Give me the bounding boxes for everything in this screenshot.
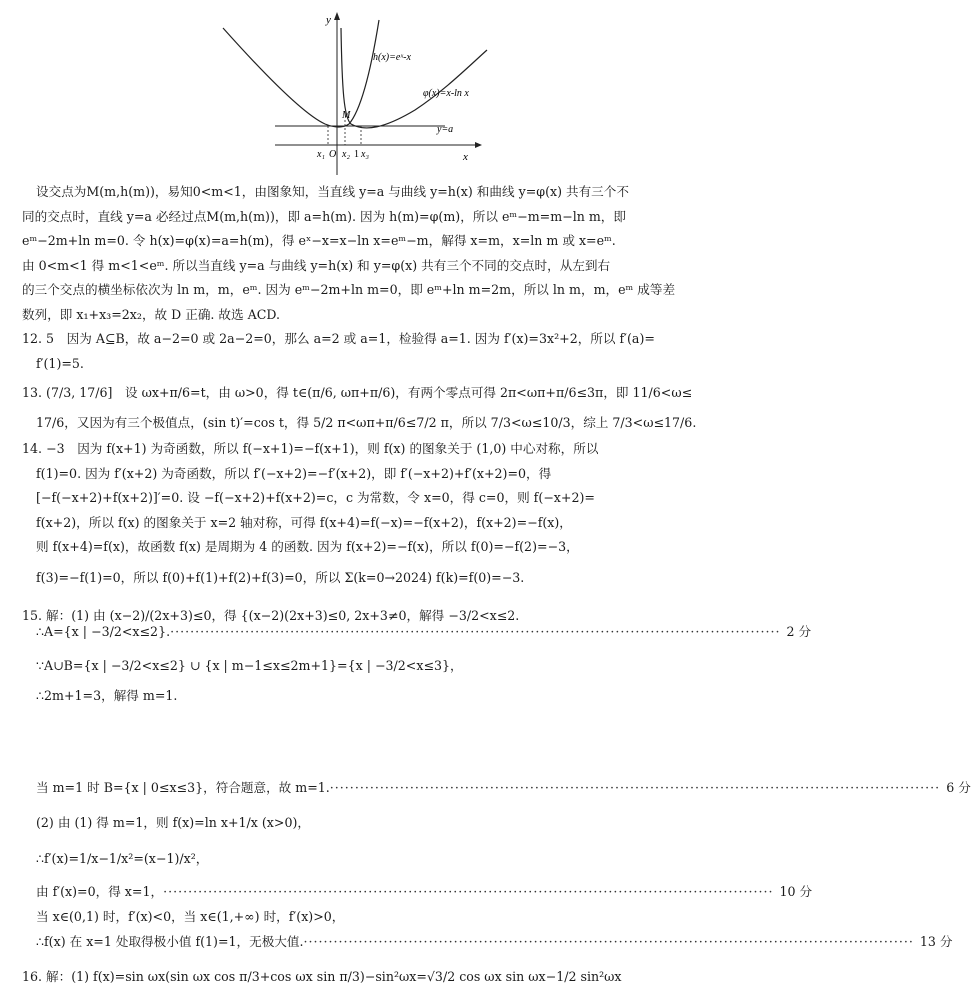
text-line: ∴f′(x)=1/x−1/x²=(x−1)/x²，	[36, 851, 209, 866]
text-line: (2) 由 (1) 得 m=1，则 f(x)=ln x+1/x (x>0)，	[36, 815, 310, 830]
x-axis-arrow	[475, 142, 482, 148]
curve-phi	[341, 28, 487, 128]
label-y: y	[326, 14, 331, 26]
text-line: 数列，即 x₁+x₃=2x₂，故 D 正确. 故选 ACD.	[22, 306, 281, 322]
score-mark: 13 分	[919, 934, 953, 949]
text-line: 的三个交点的横坐标依次为 ln m，m，eᵐ. 因为 eᵐ−2m+ln m=0，即 eᵐ+ln m=2m，所以 ln m，m，eᵐ 成等差	[22, 282, 676, 297]
score-mark: 2 分	[786, 624, 812, 639]
score-mark: 10 分	[779, 884, 813, 899]
text-line: ∵A∪B={x | −3/2<x≤2} ∪ {x | m−1≤x≤2m+1}={x | −3/2<x≤3}，	[36, 658, 463, 673]
text-line: 14. −3 因为 f(x+1) 为奇函数，所以 f(−x+1)=−f(x+1)，则 f(x) 的图象关于 (1,0) 中心对称，所以	[22, 441, 599, 456]
curve-h	[223, 20, 379, 127]
score-line-2	[22, 620, 812, 645]
text-line: 12. 5 因为 A⊆B，故 a−2=0 或 2a−2=0，那么 a=2 或 a=1，检验得 a=1. 因为 f′(x)=3x²+2，所以 f′(a)=	[22, 331, 655, 346]
text-line: f′(1)=5.	[36, 355, 84, 371]
score-line-10	[22, 880, 813, 905]
text-line: 16. 解：(1) f(x)=sin ωx(sin ωx cos π/3+cos ωx sin π/3)−sin²ωx=√3/2 cos ωx sin ωx−1/2 sin²ωx	[22, 969, 622, 984]
dot-leader: ··························································································································	[329, 780, 941, 795]
text-line: 同的交点时，直线 y=a 必经过点M(m,h(m))，即 a=h(m). 因为 h(m)=φ(m)，所以 eᵐ−m=m−ln m，即	[22, 208, 626, 224]
label-h: h(x)=eˣ-x	[373, 52, 411, 63]
label-x: x	[463, 151, 468, 163]
dot-leader: ··························································································································	[170, 624, 781, 639]
text-line: eᵐ−2m+ln m=0. 令 h(x)=φ(x)=a=h(m)，得 eˣ−x=x−ln x=eᵐ−m，解得 x=m，x=ln m 或 x=eᵐ.	[22, 233, 616, 248]
text-line: 由 f′(x)=0，得 x=1，	[36, 884, 164, 899]
solution-text-2	[22, 648, 682, 709]
label-ya: y=a	[437, 124, 454, 135]
text-line: 当 m=1 时 B={x | 0≤x≤3}，符合题意，故 m=1.	[36, 780, 330, 795]
text-line: 15. 解：(1) 由 (x−2)/(2x+3)≤0，得 {(x−2)(2x+3)≤0, 2x+3≠0，解得 −3/2<x≤2.	[22, 607, 520, 623]
label-x1: x₁	[317, 149, 325, 160]
score-line-6	[22, 776, 971, 801]
text-line: 当 x∈(0,1) 时，f′(x)<0，当 x∈(1,+∞) 时，f′(x)>0，	[36, 909, 345, 924]
score-mark: 6 分	[946, 780, 971, 795]
text-line: f(3)=−f(1)=0，所以 f(0)+f(1)+f(2)+f(3)=0，所以 Σ(k=0→2024) f(k)=f(0)=−3.	[36, 569, 525, 585]
score-line-13	[22, 930, 953, 955]
solution-text-3	[22, 806, 682, 878]
solution-text	[22, 180, 697, 636]
dot-leader: ··························································································································	[303, 934, 914, 949]
label-x3: x₃	[361, 149, 369, 160]
text-line: ∴A={x | −3/2<x≤2}.	[36, 624, 171, 639]
text-line: 17/6，又因为有三个极值点，(sin t)′=cos t，得 5/2 π<ωπ+π/6≤7/2 π，所以 7/3<ω≤10/3，综上 7/3<ω≤17/6.	[36, 415, 697, 430]
text-line: [−f(−x+2)+f(x+2)]′=0. 设 −f(−x+2)+f(x+2)=c，c 为常数，令 x=0，得 c=0，则 f(−x+2)=	[36, 490, 595, 505]
text-line: ∴f(x) 在 x=1 处取得极小值 f(1)=1，无极大值.	[36, 934, 304, 949]
solution-text-4	[22, 905, 682, 930]
function-graph	[205, 10, 495, 180]
text-line: 则 f(x+4)=f(x)，故函数 f(x) 是周期为 4 的函数. 因为 f(x+2)=−f(x)，所以 f(0)=−f(2)=−3，	[36, 539, 579, 554]
label-x2: x₂	[342, 149, 350, 160]
y-axis-arrow	[334, 12, 340, 20]
label-phi: φ(x)=x-ln x	[423, 88, 469, 99]
text-line: 设交点为M(m,h(m))，易知0<m<1，由图象知，当直线 y=a 与曲线 y=h(x) 和曲线 y=φ(x) 共有三个不	[36, 184, 629, 199]
solution-text-5	[22, 965, 682, 990]
dot-leader: ··························································································································	[163, 884, 774, 899]
text-line: f(x+2)，所以 f(x) 的图象关于 x=2 轴对称，可得 f(x+4)=f(−x)=−f(x+2)，f(x+2)=−f(x)，	[36, 514, 572, 530]
label-O: O	[329, 149, 337, 160]
label-1: 1	[354, 149, 359, 160]
text-line: 13. (7/3, 17/6] 设 ωx+π/6=t，由 ω>0，得 t∈(π/6, ωπ+π/6)，有两个零点可得 2π<ωπ+π/6≤3π，即 11/6<ω≤	[22, 385, 693, 400]
text-line: 由 0<m<1 得 m<1<eᵐ. 所以当直线 y=a 与曲线 y=h(x) 和 y=φ(x) 共有三个不同的交点时，从左到右	[22, 257, 611, 273]
text-line: ∴2m+1=3，解得 m=1.	[36, 688, 178, 703]
label-M: M	[342, 110, 351, 121]
text-line: f(1)=0. 因为 f′(x+2) 为奇函数，所以 f′(−x+2)=−f′(x+2)，即 f′(−x+2)+f′(x+2)=0，得	[36, 465, 552, 481]
